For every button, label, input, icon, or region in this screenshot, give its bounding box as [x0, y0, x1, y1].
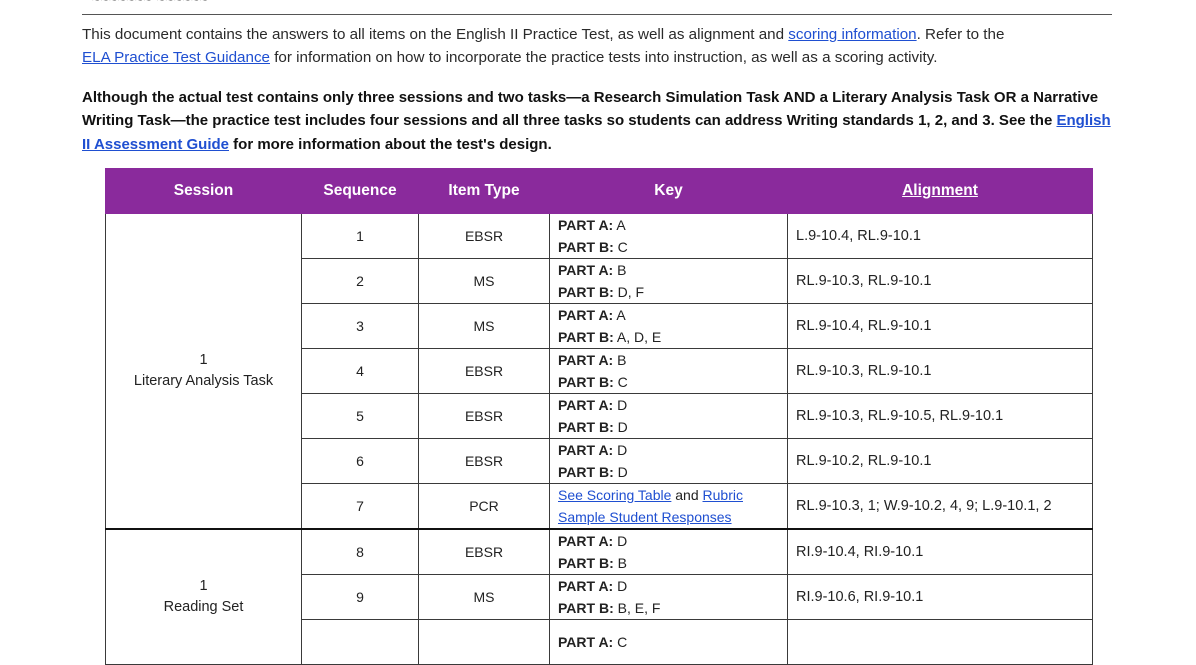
key-cell	[550, 484, 788, 530]
assessment-guide-link[interactable]: English II Assessment Guide	[82, 112, 1111, 153]
intro-text: . Refer to the	[916, 26, 1005, 43]
key-text: and	[671, 487, 703, 503]
alignment-header-link[interactable]: Alignment	[902, 182, 978, 199]
answer-key-table	[105, 168, 1093, 665]
part-b-label: PART B:	[558, 374, 614, 390]
notice-text: for more information about the test's design.	[229, 135, 552, 153]
key-cell	[550, 439, 788, 484]
intro-paragraph	[82, 24, 1122, 69]
item-type-cell: EBSR	[419, 394, 550, 439]
alignment-cell: RI.9-10.4, RI.9-10.1	[788, 529, 1093, 575]
intro-text: for information on how to incorporate the practice tests into instruction, as well as a scoring activity.	[269, 48, 938, 66]
session-number: 1	[199, 352, 208, 368]
key-cell	[550, 214, 788, 259]
part-a-answer: A	[613, 217, 626, 233]
item-type-cell: EBSR	[419, 439, 550, 484]
part-b-answer: B, E, F	[613, 600, 661, 616]
item-type-cell: EBSR	[419, 529, 550, 575]
part-b-label: PART B:	[558, 419, 614, 435]
part-b-answer: A, D, E	[613, 329, 662, 345]
part-a-answer: C	[613, 634, 628, 650]
part-b-label: PART B:	[558, 555, 614, 571]
part-a-label: PART A:	[558, 217, 614, 233]
part-a-label: PART A:	[558, 634, 614, 650]
part-b-label: PART B:	[558, 464, 614, 480]
key-cell	[550, 620, 788, 665]
sequence-cell: 7	[302, 484, 419, 530]
key-cell	[550, 304, 788, 349]
header-rule	[82, 14, 1112, 15]
session-cell-reading-set	[106, 529, 302, 665]
alignment-cell: RL.9-10.3, RL.9-10.1	[788, 259, 1093, 304]
part-b-label: PART B:	[558, 284, 614, 300]
sequence-cell: 3	[302, 304, 419, 349]
part-a-answer: A	[613, 307, 626, 323]
part-b-answer: C	[613, 239, 628, 255]
alignment-cell: RI.9-10.6, RI.9-10.1	[788, 575, 1093, 620]
key-cell	[550, 394, 788, 439]
table-row	[106, 529, 1093, 575]
part-b-answer: D, F	[613, 284, 645, 300]
sequence-cell: 2	[302, 259, 419, 304]
cut-off-header-text	[92, 0, 208, 7]
alignment-cell	[788, 620, 1093, 665]
sequence-cell	[302, 620, 419, 665]
scoring-table-link[interactable]: See Scoring Table	[558, 487, 672, 503]
alignment-cell: RL.9-10.3, 1; W.9-10.2, 4, 9; L.9-10.1, 2	[788, 484, 1093, 530]
part-a-answer: D	[613, 578, 628, 594]
part-a-label: PART A:	[558, 307, 614, 323]
key-cell	[550, 529, 788, 575]
alignment-cell: L.9-10.4, RL.9-10.1	[788, 214, 1093, 259]
table-row	[106, 214, 1093, 259]
item-type-cell: EBSR	[419, 214, 550, 259]
part-a-label: PART A:	[558, 578, 614, 594]
header-item-type: Item Type	[419, 169, 550, 214]
part-b-answer: C	[613, 374, 628, 390]
item-type-cell: PCR	[419, 484, 550, 530]
ela-practice-test-guidance-link[interactable]: ELA Practice Test Guidance	[82, 48, 270, 66]
alignment-cell: RL.9-10.4, RL.9-10.1	[788, 304, 1093, 349]
part-b-label: PART B:	[558, 329, 614, 345]
key-cell	[550, 575, 788, 620]
scoring-information-link[interactable]: scoring information	[788, 26, 917, 43]
key-cell	[550, 349, 788, 394]
part-a-label: PART A:	[558, 442, 614, 458]
table-header-row	[106, 169, 1093, 214]
part-a-answer: D	[613, 442, 628, 458]
part-a-label: PART A:	[558, 533, 614, 549]
part-b-answer: D	[613, 464, 628, 480]
part-a-label: PART A:	[558, 352, 614, 368]
session-number: 1	[199, 578, 208, 594]
part-a-answer: D	[613, 533, 628, 549]
session-name: Literary Analysis Task	[133, 373, 274, 389]
sequence-cell: 8	[302, 529, 419, 575]
intro-text: This document contains the answers to all items on the English II Practice Test, as well as alignment and	[82, 26, 789, 43]
rubric-link[interactable]: Rubric	[702, 487, 743, 503]
item-type-cell	[419, 620, 550, 665]
item-type-cell: EBSR	[419, 349, 550, 394]
notice-paragraph	[82, 86, 1122, 156]
part-a-answer: B	[613, 352, 627, 368]
part-a-label: PART A:	[558, 262, 614, 278]
key-cell	[550, 259, 788, 304]
sample-responses-link[interactable]: Sample Student Responses	[558, 509, 732, 525]
part-b-label: PART B:	[558, 600, 614, 616]
part-b-answer: B	[613, 555, 627, 571]
sequence-cell: 6	[302, 439, 419, 484]
session-cell-literary-analysis	[106, 214, 302, 530]
notice-text: Although the actual test contains only three sessions and two tasks—a Research Simulation Task AND a Literary Analysis Task OR a Narrative Writing Task—the practice test includes four sessions and all three tasks so students can address Writing standards 1, 2, and 3. See the	[82, 89, 1099, 130]
item-type-cell: MS	[419, 304, 550, 349]
session-name: Reading Set	[163, 599, 244, 615]
alignment-cell: RL.9-10.3, RL.9-10.5, RL.9-10.1	[788, 394, 1093, 439]
sequence-cell: 9	[302, 575, 419, 620]
sequence-cell: 4	[302, 349, 419, 394]
sequence-cell: 1	[302, 214, 419, 259]
item-type-cell: MS	[419, 575, 550, 620]
part-b-answer: D	[613, 419, 628, 435]
alignment-cell: RL.9-10.2, RL.9-10.1	[788, 439, 1093, 484]
part-a-answer: D	[613, 397, 628, 413]
item-type-cell: MS	[419, 259, 550, 304]
header-alignment[interactable]	[788, 169, 1093, 214]
alignment-cell: RL.9-10.3, RL.9-10.1	[788, 349, 1093, 394]
header-session: Session	[106, 169, 302, 214]
part-a-answer: B	[613, 262, 627, 278]
header-sequence: Sequence	[302, 169, 419, 214]
part-a-label: PART A:	[558, 397, 614, 413]
sequence-cell: 5	[302, 394, 419, 439]
part-b-label: PART B:	[558, 239, 614, 255]
header-key: Key	[550, 169, 788, 214]
